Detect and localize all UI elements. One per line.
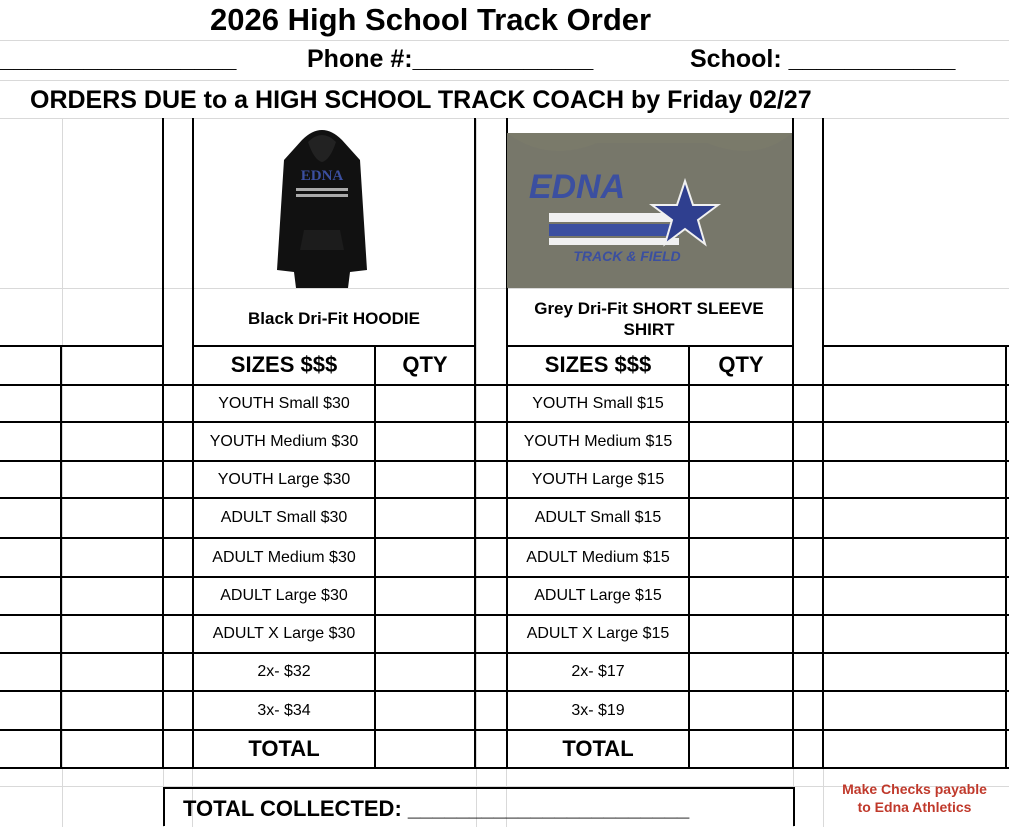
shirt-qty-cell[interactable] <box>690 616 792 652</box>
school-field[interactable]: School: ____________ <box>690 45 956 73</box>
name-field-blank[interactable]: _________________ <box>0 45 237 73</box>
hoodie-qty-cell[interactable] <box>376 539 474 576</box>
shirt-qty-cell[interactable] <box>690 654 792 690</box>
shirt-size-label: ADULT Small $15 <box>534 509 662 526</box>
shirt-size-label: ADULT Medium $15 <box>526 549 670 566</box>
shirt-logo-text: EDNA <box>528 168 626 206</box>
shirt-size-label: ADULT X Large $15 <box>526 625 670 642</box>
hoodie-qty-cell[interactable] <box>376 499 474 537</box>
payment-note-line2: to Edna Athletics <box>857 799 972 815</box>
hoodie-size-label: 3x- $34 <box>257 702 311 719</box>
hoodie-sizes-header: SIZES $$$ <box>230 352 338 377</box>
hoodie-qty-cell[interactable] <box>376 692 474 729</box>
hoodie-qty-cell[interactable] <box>376 654 474 690</box>
shirt-product-name: Grey Dri-Fit SHORT SLEEVE SHIRT <box>534 299 764 339</box>
hoodie-qty-cell[interactable] <box>376 578 474 614</box>
table-row-divider <box>0 537 1009 539</box>
hoodie-size-label: ADULT Large $30 <box>220 587 348 604</box>
shirt-logo-subtext: TRACK & FIELD <box>573 248 681 264</box>
shirt-qty-cell[interactable] <box>690 499 792 537</box>
shirt-size-label: 3x- $19 <box>571 702 625 719</box>
shirt-qty-cell[interactable] <box>690 539 792 576</box>
shirt-size-label: YOUTH Large $15 <box>531 471 665 488</box>
table-row-divider <box>0 460 1009 462</box>
shirt-size-label: ADULT Large $15 <box>534 587 662 604</box>
table-row-divider <box>0 576 1009 578</box>
hoodie-size-label: YOUTH Medium $30 <box>209 433 359 450</box>
shirt-qty-cell[interactable] <box>690 462 792 497</box>
table-row-divider <box>0 421 1009 423</box>
table-row-divider <box>0 652 1009 654</box>
hoodie-image <box>272 120 372 288</box>
shirt-size-label: 2x- $17 <box>571 663 625 680</box>
shirt-total-label: TOTAL <box>562 736 634 761</box>
table-row-divider <box>0 690 1009 692</box>
shirt-qty-cell[interactable] <box>690 578 792 614</box>
hoodie-qty-cell[interactable] <box>376 462 474 497</box>
hoodie-qty-header: QTY <box>402 352 448 377</box>
hoodie-total-label: TOTAL <box>248 736 320 761</box>
total-collected-field[interactable]: TOTAL COLLECTED: _______________________ <box>183 796 690 821</box>
hoodie-size-label: YOUTH Small $30 <box>218 395 350 412</box>
table-row-divider <box>0 497 1009 499</box>
phone-field[interactable]: Phone #:_____________ <box>307 45 594 73</box>
payment-note <box>822 780 1007 816</box>
shirt-size-label: YOUTH Medium $15 <box>523 433 673 450</box>
hoodie-size-label: 2x- $32 <box>257 663 311 680</box>
hoodie-size-label: YOUTH Large $30 <box>217 471 351 488</box>
shirt-image <box>507 133 792 288</box>
shirt-qty-cell[interactable] <box>690 386 792 421</box>
payment-note-line1: Make Checks payable <box>842 781 987 797</box>
table-row-divider <box>0 614 1009 616</box>
shirt-sizes-header: SIZES $$$ <box>544 352 652 377</box>
shirt-qty-cell[interactable] <box>690 423 792 460</box>
shirt-size-label: YOUTH Small $15 <box>532 395 664 412</box>
shirt-qty-header: QTY <box>718 352 764 377</box>
page-title: 2026 High School Track Order <box>210 2 652 37</box>
table-row-divider <box>0 729 1009 731</box>
hoodie-logo-text: EDNA <box>300 168 344 184</box>
hoodie-size-label: ADULT Small $30 <box>220 509 348 526</box>
hoodie-qty-cell[interactable] <box>376 386 474 421</box>
hoodie-qty-cell[interactable] <box>376 616 474 652</box>
hoodie-size-label: ADULT Medium $30 <box>212 549 356 566</box>
hoodie-product-name: Black Dri-Fit HOODIE <box>248 309 420 328</box>
deadline-notice: ORDERS DUE to a HIGH SCHOOL TRACK COACH by Friday 02/27 <box>30 86 812 114</box>
shirt-qty-cell[interactable] <box>690 692 792 729</box>
hoodie-qty-cell[interactable] <box>376 423 474 460</box>
hoodie-size-label: ADULT X Large $30 <box>212 625 356 642</box>
